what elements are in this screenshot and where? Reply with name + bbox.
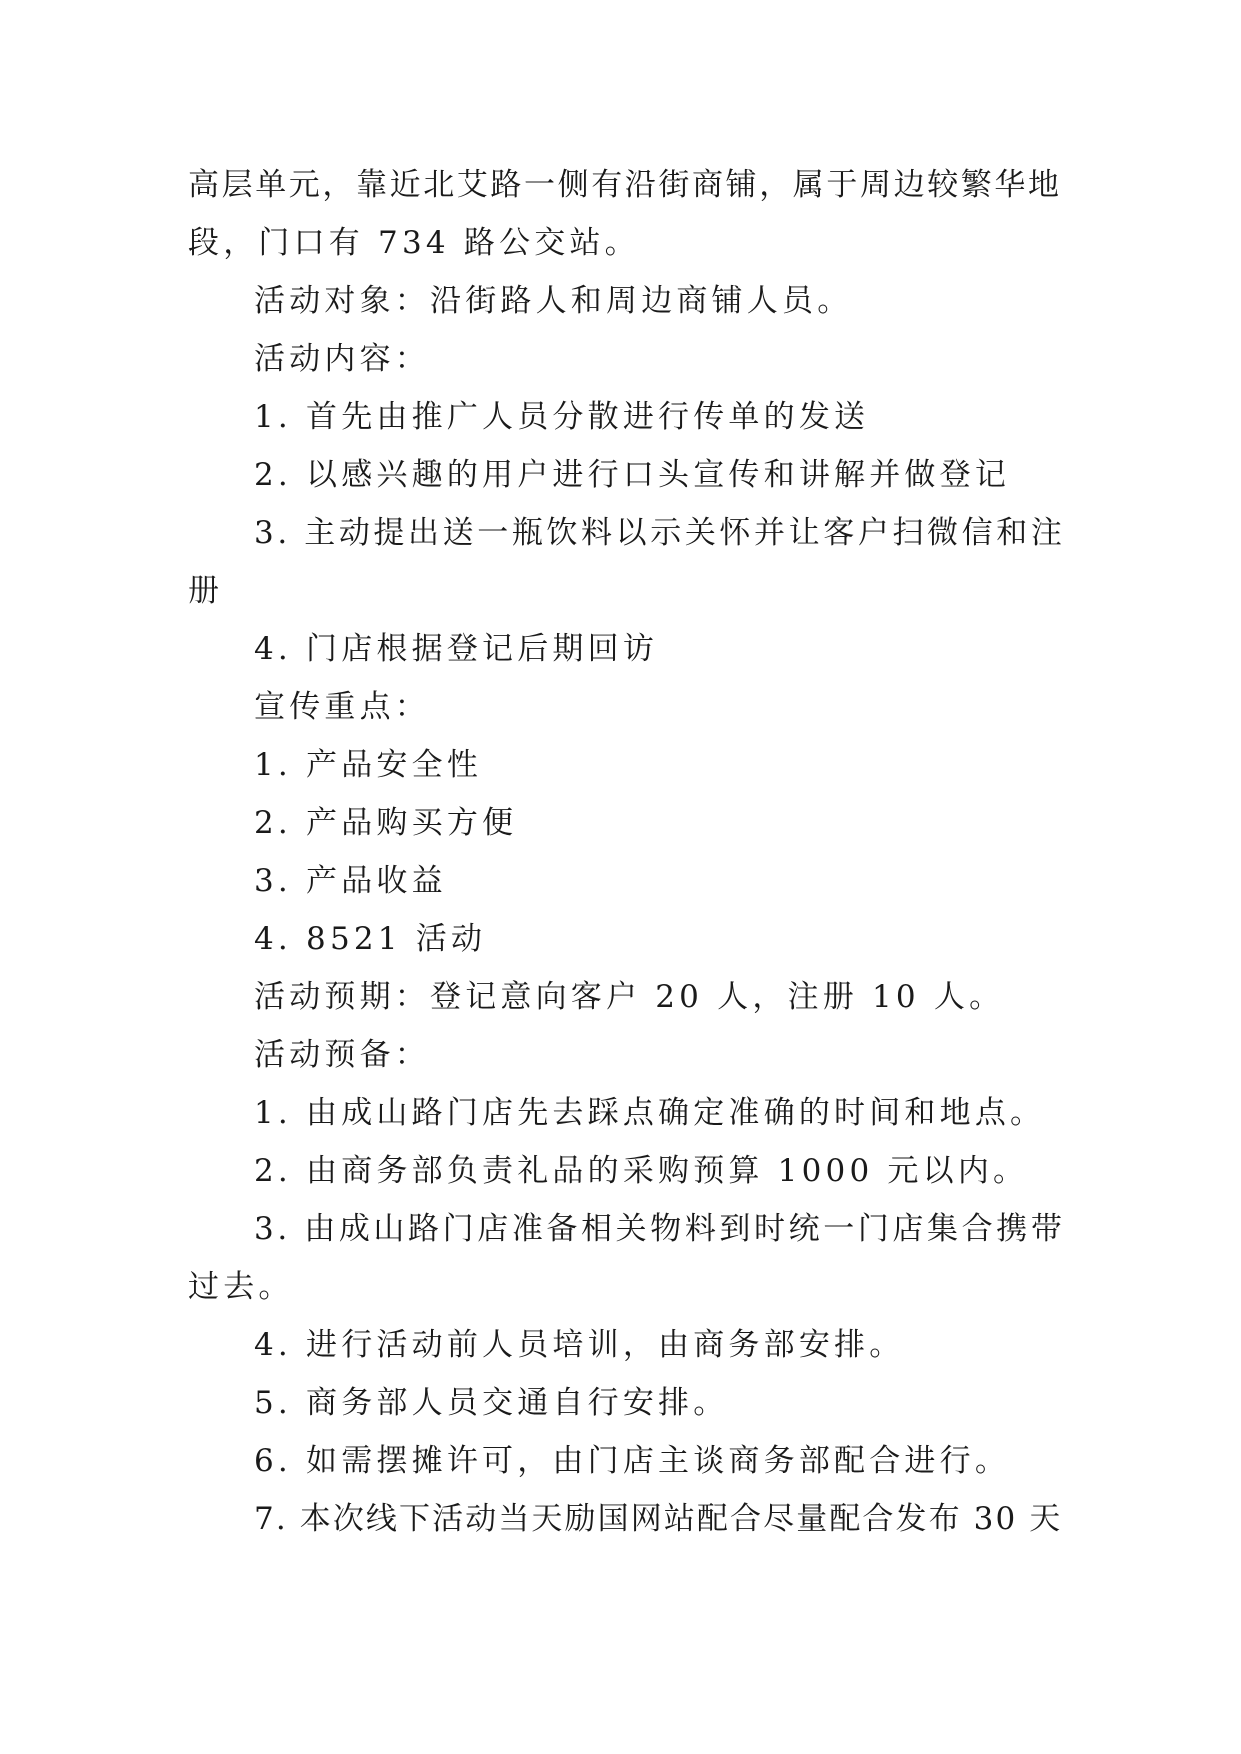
list-item: 2. 由商务部负责礼品的采购预算 1000 元以内。 — [254, 1153, 1029, 1189]
list-item: 6. 如需摆摊许可，由门店主谈商务部配合进行。 — [254, 1443, 1011, 1479]
section-heading: 宣传重点： — [254, 689, 430, 725]
activity-expectation-line: 活动预期：登记意向客户 20 人，注册 10 人。 — [254, 979, 1005, 1015]
list-item: 3. 主动提出送一瓶饮料以示关怀并让客户扫微信和注 — [254, 515, 1066, 551]
list-item-continuation: 册 — [188, 573, 224, 609]
list-item: 2. 产品购买方便 — [254, 805, 518, 841]
list-item: 4. 门店根据登记后期回访 — [254, 631, 659, 667]
list-item: 1. 首先由推广人员分散进行传单的发送 — [254, 399, 870, 435]
list-item: 1. 产品安全性 — [254, 747, 483, 783]
list-item: 4. 进行活动前人员培训，由商务部安排。 — [254, 1327, 905, 1363]
list-item: 2. 以感兴趣的用户进行口头宣传和讲解并做登记 — [254, 457, 1011, 493]
list-item: 5. 商务部人员交通自行安排。 — [254, 1385, 729, 1421]
section-heading: 活动内容： — [254, 341, 430, 377]
paragraph-line: 高层单元，靠近北艾路一侧有沿街商铺，属于周边较繁华地 — [188, 167, 1062, 203]
activity-target-line: 活动对象：沿街路人和周边商铺人员。 — [254, 283, 853, 319]
list-item-continuation: 过去。 — [188, 1269, 294, 1305]
section-heading: 活动预备： — [254, 1037, 430, 1073]
list-item: 4. 8521 活动 — [254, 921, 487, 957]
list-item: 3. 由成山路门店准备相关物料到时统一门店集合携带 — [254, 1211, 1066, 1247]
list-item: 7. 本次线下活动当天励国网站配合尽量配合发布 30 天 — [254, 1501, 1063, 1537]
list-item: 3. 产品收益 — [254, 863, 447, 899]
paragraph-line: 段，门口有 734 路公交站。 — [188, 225, 640, 261]
list-item: 1. 由成山路门店先去踩点确定准确的时间和地点。 — [254, 1095, 1046, 1131]
